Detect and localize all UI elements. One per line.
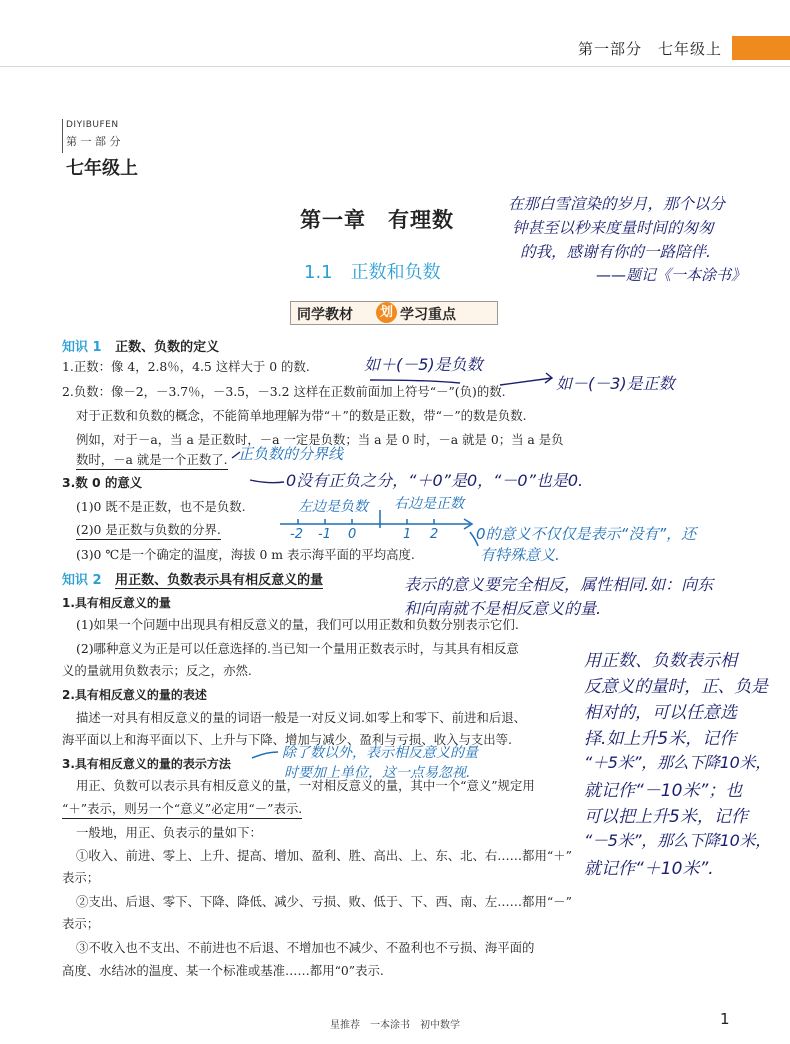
k2-line-14: 高度、水结冰的温度、某一个标准或基准……都用“0”表示.	[62, 963, 384, 978]
note-right-positive: 右边是正数	[394, 496, 464, 512]
grade-label: 七年级上	[66, 158, 138, 179]
k1-label: 知识 1	[62, 340, 102, 355]
k2-line-10: 表示；	[62, 870, 100, 885]
k1-line-6: 3.数 0 的意义	[62, 475, 143, 490]
banner-circle-badge: 划	[376, 302, 397, 323]
k2-line-9: ①收入、前进、零上、上升、提高、增加、盈利、胜、高出、上、东、北、右……都用“＋”	[76, 848, 572, 863]
k1-line-2: 2.负数：像－2，－3.7％，－3.5，－3.2 这样在正数前面加上符号“－”(负)的数.	[62, 384, 506, 399]
k1-line-5: 数时，－a 就是一个正数了.	[76, 451, 228, 470]
note-opposite-1: 表示的意义要完全相反，属性相同.如：向东	[404, 575, 714, 594]
side-note-4: 择.如上升5米，记作	[584, 729, 737, 749]
k2-title: 用正数、负数表示具有相反意义的量	[115, 573, 324, 588]
k2-line-4: 描述一对具有相反意义的量的词语一般是一对反义词.如零上和零下、前进和后退、	[76, 710, 527, 725]
k2-line-5: 海平面以上和海平面以下、上升与下降、增加与减少、盈利与亏损、收入与支出等.	[62, 732, 513, 747]
k2-line-3: 义的量就用负数表示；反之，亦然.	[62, 663, 252, 678]
note-epigraph-line3: 的我，感谢有你的一路陪伴.	[520, 243, 711, 261]
k1-line-3: 对于正数和负数的概念，不能简单地理解为带“＋”的数是正数，带“－”的数是负数.	[76, 408, 527, 423]
note-epigraph-line2: 钟甚至以秒来度量时间的匆匆	[512, 219, 714, 237]
k1-line-4: 例如，对于－a，当 a 是正数时，－a 一定是负数；当 a 是 0 时，－a 就是 0；当 a 是负	[76, 432, 564, 447]
axis-tick-1: 1	[403, 527, 412, 542]
note-unit-1: 除了数以外，表示相反意义的量	[282, 745, 478, 761]
k1-title: 正数、负数的定义	[115, 340, 220, 355]
k1-line-9: (3)0 ℃是一个确定的温度，海拔 0 m 表示海平面的平均高度.	[76, 547, 415, 562]
side-note-8: “－5米”，那么下降10米，	[584, 831, 771, 850]
note-boundary: 正负数的分界线	[238, 445, 344, 463]
side-note-3: 相对的，可以任意选	[584, 703, 737, 723]
side-note-2: 反意义的量时，正、负是	[584, 677, 768, 697]
header-title: 第一部分 七年级上	[577, 40, 722, 58]
axis-tick-0: 0	[348, 527, 357, 542]
banner-right-text: 学习重点	[400, 307, 456, 323]
k1-line-8: (2)0 是正数与负数的分界.	[76, 521, 221, 540]
side-note-6: 就记作“－10米”；也	[584, 781, 743, 801]
side-note-7: 可以把上升5米，记作	[584, 807, 748, 827]
k2-label: 知识 2	[62, 573, 102, 588]
note-zero-meaning-2: 有特殊意义.	[480, 546, 560, 564]
k2-line-1: (1)如果一个问题中出现具有相反意义的量，我们可以用正数和负数分别表示它们.	[76, 617, 519, 632]
note-epigraph-line4: ——题记《一本涂书》	[596, 266, 747, 284]
k2-line-6: 用正、负数可以表示具有相反意义的量，一对相反意义的量，其中一个“意义”规定用	[76, 778, 535, 793]
k2-sub-1: 1.具有相反意义的量	[62, 596, 171, 610]
note-neg-example: 如＋(－5)是负数	[364, 355, 483, 374]
k2-line-11: ②支出、后退、零下、下降、降低、减少、亏损、败、低于、下、西、南、左……都用“－”	[76, 894, 572, 909]
note-pos-example: 如－(－3)是正数	[556, 374, 675, 393]
note-unit-2: 时要加上单位，这一点易忽视.	[284, 765, 471, 781]
side-note-9: 就记作“＋10米”.	[584, 859, 714, 879]
section-title: 1.1 正数和负数	[304, 262, 441, 283]
k2-heading	[62, 569, 323, 588]
note-zero-meaning-1: 0的意义不仅仅是表示“没有”，还	[476, 525, 697, 543]
note-opposite-2: 和向南就不是相反意义的量.	[404, 599, 602, 618]
note-zero-sign: 0没有正负之分，“＋0”是0，“－0”也是0.	[286, 471, 584, 490]
k2-line-12: 表示；	[62, 916, 100, 931]
k2-line-8: 一般地，用正、负表示的量如下：	[76, 825, 262, 840]
k2-line-2: (2)哪种意义为正是可以任意选择的.当已知一个量用正数表示时，与其具有相反意	[76, 641, 519, 656]
k1-line-1: 1.正数：像 4，2.8％，4.5 这样大于 0 的数.	[62, 359, 310, 374]
k2-sub-2: 2.具有相反意义的量的表述	[62, 688, 207, 702]
k2-line-7: “＋”表示，则另一个“意义”必定用“－”表示.	[62, 800, 302, 819]
footer-text: 星推荐 一本涂书 初中数学	[330, 1020, 460, 1031]
axis-tick-2: 2	[430, 527, 439, 542]
part-label-en: DIYIBUFEN	[66, 120, 119, 130]
k2-sub-3: 3.具有相反意义的量的表示方法	[62, 757, 231, 771]
axis-tick-neg1: -1	[318, 527, 331, 542]
chapter-title: 第一章 有理数	[300, 207, 454, 232]
note-left-negative: 左边是负数	[298, 499, 368, 515]
page-number: 1	[720, 1010, 730, 1028]
note-epigraph-line1: 在那白雪渲染的岁月，那个以分	[508, 195, 726, 213]
k2-line-13: ③不收入也不支出、不前进也不后退、不增加也不减少、不盈利也不亏损、海平面的	[76, 940, 535, 955]
k1-line-7: (1)0 既不是正数，也不是负数.	[76, 499, 246, 514]
axis-tick-neg2: -2	[290, 527, 303, 542]
side-note-1: 用正数、负数表示相	[584, 651, 737, 671]
side-note-5: “＋5米”，那么下降10米，	[584, 753, 771, 772]
part-label-cn: 第 一 部 分	[66, 135, 121, 148]
arrow-note-underline	[370, 380, 460, 383]
banner-left-text: 同学教材	[297, 307, 353, 323]
